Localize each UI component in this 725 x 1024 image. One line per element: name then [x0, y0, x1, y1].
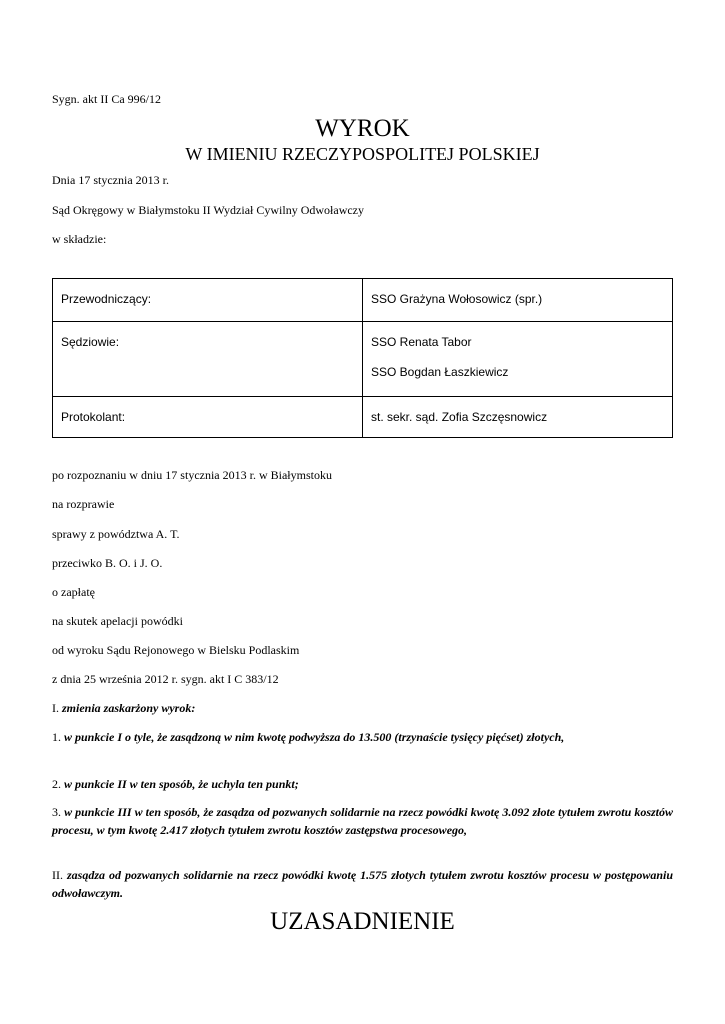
proceedings-line: po rozpoznaniu w dniu 17 stycznia 2013 r. w Białymstoku: [52, 468, 332, 482]
judge-name: SSO Bogdan Łaszkiewicz: [371, 365, 509, 379]
judgment-subtitle: W IMIENIU RZECZYPOSPOLITEJ POLSKIEJ: [185, 144, 540, 164]
verdict-subpoint: [52, 775, 673, 793]
verdict-point: [52, 699, 673, 717]
point-number: 1.: [52, 730, 61, 744]
judges-cell: [363, 322, 673, 397]
point-text: w punkcie II w ten sposób, że uchyla ten punkt;: [64, 777, 299, 791]
point-number: II.: [52, 868, 63, 882]
proceedings-line: od wyroku Sądu Rejonowego w Bielsku Podlaskim: [52, 643, 300, 657]
judgment-date: Dnia 17 stycznia 2013 r.: [52, 173, 169, 187]
proceedings-line: z dnia 25 września 2012 r. sygn. akt I C 383/12: [52, 672, 279, 686]
verdict-subpoint: [52, 728, 673, 746]
proceedings-line: przeciwko B. O. i J. O.: [52, 556, 163, 570]
judges-label: Sędziowie:: [53, 322, 363, 397]
clerk-label: Protokolant:: [53, 397, 363, 438]
bench-table: [52, 278, 673, 438]
point-number: 2.: [52, 777, 61, 791]
clerk-value: st. sekr. sąd. Zofia Szczęsnowicz: [363, 397, 673, 438]
proceedings-line: o zapłatę: [52, 585, 95, 599]
case-signature: Sygn. akt II Ca 996/12: [52, 92, 161, 106]
court-name: Sąd Okręgowy w Białymstoku II Wydział Cywilny Odwoławczy: [52, 203, 365, 217]
table-row: [53, 279, 673, 322]
point-text: zasądza od pozwanych solidarnie na rzecz powódki kwotę 1.575 złotych tytułem zwrotu kosztów procesu w postępowaniu odwoławczym.: [52, 868, 674, 900]
point-text: w punkcie I o tyle, że zasądzoną w nim kwotę podwyższa do 13.500 (trzynaście tysięcy pięćset) złotych,: [64, 730, 565, 744]
judge-name: SSO Renata Tabor: [371, 335, 472, 349]
justification-title: UZASADNIENIE: [270, 908, 455, 935]
presiding-value: SSO Grażyna Wołosowicz (spr.): [363, 279, 673, 322]
table-row: [53, 397, 673, 438]
proceedings-line: na skutek apelacji powódki: [52, 614, 183, 628]
verdict-point: [52, 866, 673, 902]
proceedings-line: na rozprawie: [52, 497, 115, 511]
point-number: I.: [52, 701, 59, 715]
point-text: zmienia zaskarżony wyrok:: [62, 701, 196, 715]
presiding-label: Przewodniczący:: [53, 279, 363, 322]
table-row: [53, 322, 673, 397]
judgment-title: WYROK: [315, 115, 410, 142]
point-text: w punkcie III w ten sposób, że zasądza od pozwanych solidarnie na rzecz powódki kwotę 3.092 złote tytułem zwrotu kosztów procesu, w tym kwotę 2.417 złotych tytułem zwrotu kosztów zastępstwa procesowego,: [52, 805, 673, 837]
composition-label: w składzie:: [52, 232, 107, 246]
point-number: 3.: [52, 805, 61, 819]
verdict-subpoint: [52, 803, 673, 839]
proceedings-line: sprawy z powództwa A. T.: [52, 527, 180, 541]
